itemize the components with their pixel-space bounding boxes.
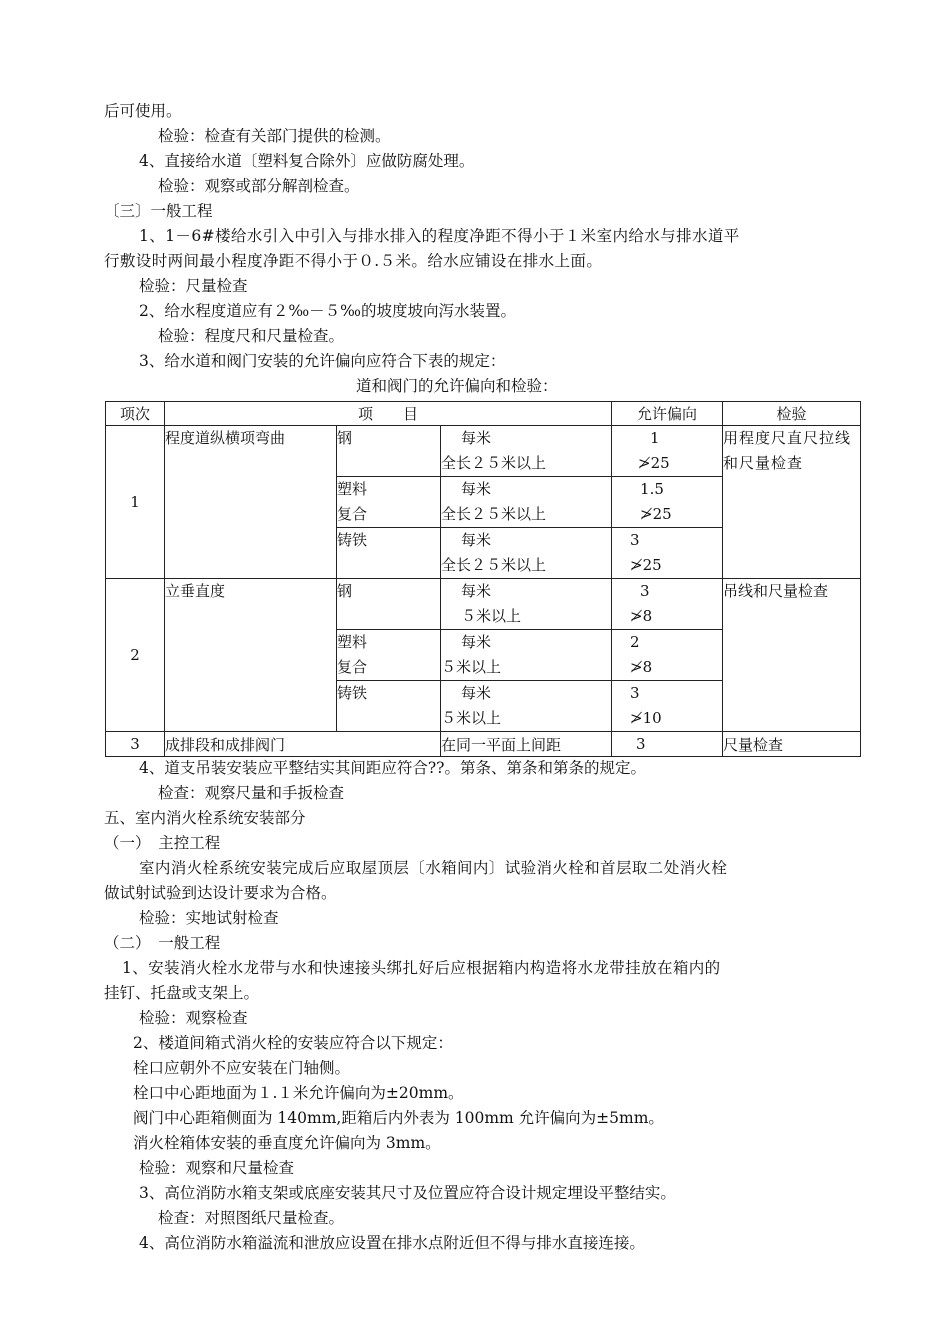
text-line: 栓口应朝外不应安装在门轴侧。 (133, 1059, 351, 1077)
tolerance-line: 3 (630, 531, 640, 549)
text-line: 检验：观察或部分解剖检查。 (158, 177, 360, 195)
scope-line: ５米以上 (441, 658, 502, 676)
text-line: 阀门中心距箱侧面为 140mm,距箱后内外表为 100mm 允许偏向为±5mm。 (133, 1109, 664, 1127)
tolerance-table (105, 401, 861, 757)
scope-cell (441, 477, 612, 528)
section-heading: （一） 主控工程 (104, 834, 221, 852)
table-header-row (106, 402, 861, 426)
tolerance-cell (612, 630, 723, 681)
text-line: 检验：实地试射检查 (139, 909, 279, 927)
item-name: 程度道纵横项弯曲 (165, 426, 337, 579)
header-cell: 项次 (106, 402, 165, 426)
scope-line: ５米以上 (441, 709, 502, 727)
text-line: 做试射试验到达设计要求为合格。 (104, 884, 337, 902)
text-line: 检验：程度尺和尺量检查。 (158, 327, 345, 345)
scope-cell (441, 681, 612, 732)
material-cell (337, 477, 441, 528)
text-line: 1、1－6#楼给水引入中引入与排水排入的程度净距不得小于１米室内给水与排水道平 (139, 227, 740, 245)
scope-cell: 在同一平面上间距 (441, 732, 612, 757)
material-cell (337, 528, 441, 579)
text-line: 检验：观察和尺量检查 (139, 1159, 295, 1177)
text-line: 4、直接给水道〔塑料复合除外〕应做防腐处理。 (139, 152, 475, 170)
check-method: 吊线和尺量检查 (723, 579, 861, 732)
tolerance-line: ≯25 (640, 505, 672, 523)
scope-cell (441, 426, 612, 477)
text-line: 室内消火栓系统安装完成后应取屋顶层〔水箱间内〕试验消火栓和首层取二处消火栓 (139, 859, 728, 877)
header-cell: 检验 (723, 402, 861, 426)
material-line: 钢 (337, 429, 353, 447)
text-line: 3、高位消防水箱支架或底座安装其尺寸及位置应符合设计规定埋设平整结实。 (139, 1184, 676, 1202)
scope-line: 每米 (461, 684, 492, 702)
item-name: 立垂直度 (165, 579, 337, 732)
item-name: 成排段和成排阀门 (165, 732, 441, 757)
tolerance-line: 1 (650, 429, 660, 447)
text-line: 检验：尺量检查 (139, 277, 248, 295)
scope-line: ５米以上 (461, 607, 522, 625)
text-line: 2、楼道间箱式消火栓的安装应符合以下规定： (133, 1034, 453, 1052)
text-line: 2、给水程度道应有２‰－５‰的坡度坡向泻水装置。 (139, 302, 516, 320)
material-cell (337, 681, 441, 732)
table-row (106, 579, 861, 630)
tolerance-cell (612, 528, 723, 579)
material-line: 塑料 (337, 633, 368, 651)
scope-line: 全长２５米以上 (441, 556, 547, 574)
item-number: 1 (106, 426, 165, 579)
tolerance-cell (612, 579, 723, 630)
text-line: 4、道支吊装安装应平整结实其间距应符合??。第条、第条和第条的规定。 (139, 759, 646, 777)
tolerance-line: 3 (640, 582, 650, 600)
scope-cell (441, 630, 612, 681)
tolerance-cell (612, 477, 723, 528)
tolerance-line: 1.5 (640, 480, 664, 498)
material-line: 钢 (337, 582, 353, 600)
table-caption: 道和阀门的允许偏向和检验： (356, 377, 558, 395)
tolerance-line: ≯8 (630, 607, 653, 625)
scope-line: 每米 (461, 429, 492, 447)
check-method: 用程度尺直尺拉线和尺量检查 (723, 426, 861, 579)
tolerance-line: ≯8 (630, 658, 653, 676)
tolerance-cell: 3 (612, 732, 723, 757)
text-line: 检验：检查有关部门提供的检测。 (158, 127, 391, 145)
material-line: 铸铁 (337, 531, 368, 549)
text-line: 4、高位消防水箱溢流和泄放应设置在排水点附近但不得与排水直接连接。 (139, 1234, 645, 1252)
material-line: 铸铁 (337, 684, 368, 702)
section-heading: 五、室内消火栓系统安装部分 (104, 809, 306, 827)
header-cell: 允许偏向 (612, 402, 723, 426)
tolerance-cell (612, 681, 723, 732)
tolerance-line: ≯25 (638, 454, 670, 472)
section-heading: 〔三〕一般工程 (104, 202, 213, 220)
text-line: 检查：对照图纸尺量检查。 (158, 1209, 345, 1227)
text-line: 3、给水道和阀门安装的允许偏向应符合下表的规定： (139, 352, 506, 370)
section-heading: （二） 一般工程 (104, 934, 221, 952)
text-line: 1、安装消火栓水龙带与水和快速接头绑扎好后应根据箱内构造将水龙带挂放在箱内的 (122, 959, 721, 977)
tolerance-line: 3 (630, 684, 640, 702)
text-line: 消火栓箱体安装的垂直度允许偏向为 3mm。 (133, 1134, 441, 1152)
table-row (106, 732, 861, 757)
scope-cell (441, 528, 612, 579)
text-line: 挂钉、托盘或支架上。 (104, 984, 260, 1002)
scope-line: 每米 (461, 480, 492, 498)
scope-line: 全长２５米以上 (441, 454, 547, 472)
header-cell: 项 目 (165, 402, 612, 426)
tolerance-line: 2 (630, 633, 640, 651)
item-number: 2 (106, 579, 165, 732)
material-cell (337, 630, 441, 681)
text-line: 行敷设时两间最小程度净距不得小于０.５米。给水应铺设在排水上面。 (104, 252, 603, 270)
tolerance-cell (612, 426, 723, 477)
material-line: 塑料 (337, 480, 368, 498)
material-line: 复合 (337, 505, 368, 523)
text-line: 后可使用。 (104, 102, 182, 120)
scope-cell (441, 579, 612, 630)
material-cell (337, 426, 441, 477)
text-line: 检查：观察尺量和手扳检查 (158, 784, 345, 802)
check-method: 尺量检查 (723, 732, 861, 757)
text-line: 检验：观察检查 (139, 1009, 248, 1027)
material-cell (337, 579, 441, 630)
scope-line: 每米 (461, 531, 492, 549)
material-line: 复合 (337, 658, 368, 676)
item-number: 3 (106, 732, 165, 757)
scope-line: 每米 (461, 582, 492, 600)
table-row (106, 426, 861, 477)
scope-line: 全长２５米以上 (441, 505, 547, 523)
tolerance-line: ≯10 (630, 709, 662, 727)
scope-line: 每米 (461, 633, 492, 651)
tolerance-line: ≯25 (630, 556, 662, 574)
text-line: 栓口中心距地面为１.１米允许偏向为±20mm。 (133, 1084, 464, 1102)
